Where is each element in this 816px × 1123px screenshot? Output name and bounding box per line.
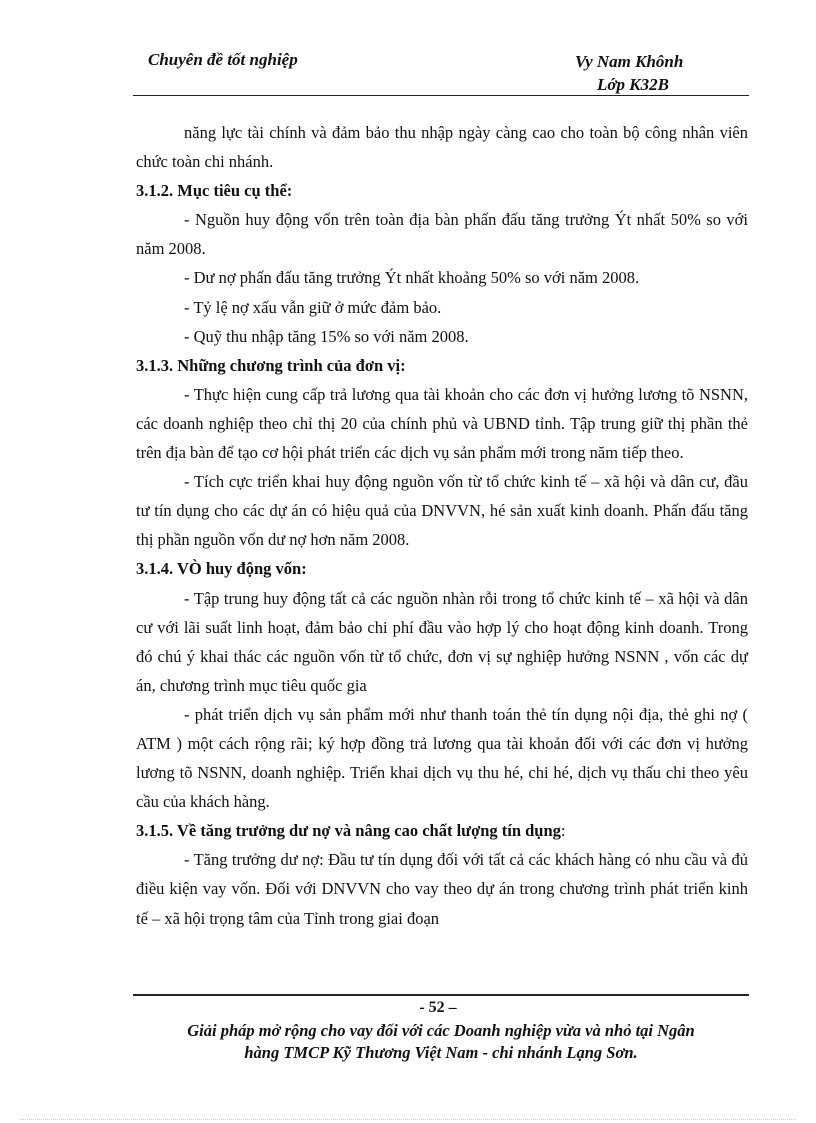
footer-title-line-2: hàng TMCP Kỹ Thương Việt Nam - chi nhánh Lạng Sơn.	[244, 1043, 638, 1062]
footer-title	[133, 1020, 749, 1064]
section-heading-3-1-5	[136, 816, 748, 845]
page-body	[136, 118, 748, 933]
paragraph: - Nguồn huy động vốn trên toàn địa bàn phấn đấu tăng trưởng Ýt nhất 50% so với năm 2008.	[136, 210, 748, 259]
header-divider	[133, 95, 749, 96]
header-author: Vy Nam Khônh	[575, 52, 684, 71]
paragraph: - Tăng trưởng dư nợ: Đầu tư tín dụng đối với tất cả các khách hàng có nhu cầu và đủ điều kiện vay vốn. Đối với DNVVN cho vay theo dự án trong chương trình phát triển kinh tế – xã hội trọng tâm của Tỉnh trong giai đoạn	[136, 850, 748, 928]
footer-divider	[133, 994, 749, 996]
section-heading-3-1-3: 3.1.3. Những chương trình của đơn vị:	[136, 355, 406, 375]
header-author-block	[575, 50, 683, 96]
paragraph: - Thực hiện cung cấp trả lương qua tài khoản cho các đơn vị hưởng lương tõ NSNN, các doanh nghiệp theo chỉ thị 20 của chính phủ và UBND tỉnh. Tập trung giữ thị phần thẻ trên địa bàn để tạo cơ hội phát triển các dịch vụ sản phẩm mới trong năm tiếp theo.	[136, 384, 748, 463]
footer-title-line-1: Giải pháp mở rộng cho vay đối với các Doanh nghiệp vừa và nhỏ tại Ngân	[187, 1021, 695, 1040]
page-number: - 52 –	[419, 999, 457, 1016]
header-document-type: Chuyên đề tốt nghiệp	[148, 50, 298, 69]
paragraph: - Quỹ thu nhập tăng 15% so với năm 2008.	[184, 326, 469, 346]
paragraph: - phát triển dịch vụ sản phẩm mới như thanh toán thẻ tín dụng nội địa, thẻ ghi nợ ( ATM ) một cách rộng rãi; ký hợp đồng trả lương qua tài khoản đối với các đơn vị hưởng lương tõ NSNN, doanh nghiệp. Triển khai dịch vụ thu hé, chi hé, dịch vụ thấu chi theo yêu cầu của khách hàng.	[136, 704, 748, 812]
section-heading-text: 3.1.5. Về tăng trưởng dư nợ và nâng cao chất lượng tín dụng	[136, 821, 561, 841]
paragraph: - Tích cực triển khai huy động nguồn vốn từ tổ chức kinh tế – xã hội và dân cư, đầu tư tín dụng cho các dự án có hiệu quả của DNVVN, hé sản xuất kinh doanh. Phấn đấu tăng thị phần nguồn vốn dư nợ hơn năm 2008.	[136, 472, 748, 550]
paragraph: - Dư nợ phấn đấu tăng trưởng Ýt nhất khoảng 50% so với năm 2008.	[184, 268, 640, 288]
section-heading-colon: :	[560, 821, 566, 841]
section-heading-3-1-4: 3.1.4. VÒ huy động vốn:	[136, 559, 307, 579]
page-bottom-border	[20, 1119, 796, 1120]
paragraph: - Tập trung huy động tất cả các nguồn nhàn rỗi trong tổ chức kinh tế – xã hội và dân cư với lãi suất linh hoạt, đảm bảo chi phí đầu vào hợp lý cho hoạt động kinh doanh. Trong đó chú ý khai thác các nguồn vốn từ tổ chức, đơn vị sự nghiệp hưởng NSNN , vốn các dự án, chương trình mục tiêu quốc gia	[136, 588, 748, 695]
paragraph: - Tỷ lệ nợ xấu vẫn giữ ở mức đảm bảo.	[184, 297, 442, 317]
paragraph: năng lực tài chính và đảm bảo thu nhập ngày càng cao cho toàn bộ công nhân viên chức toàn chi nhánh.	[136, 123, 748, 172]
section-heading-3-1-2: 3.1.2. Mục tiêu cụ thể:	[136, 181, 293, 201]
header-class: Lớp K32B	[597, 75, 669, 94]
